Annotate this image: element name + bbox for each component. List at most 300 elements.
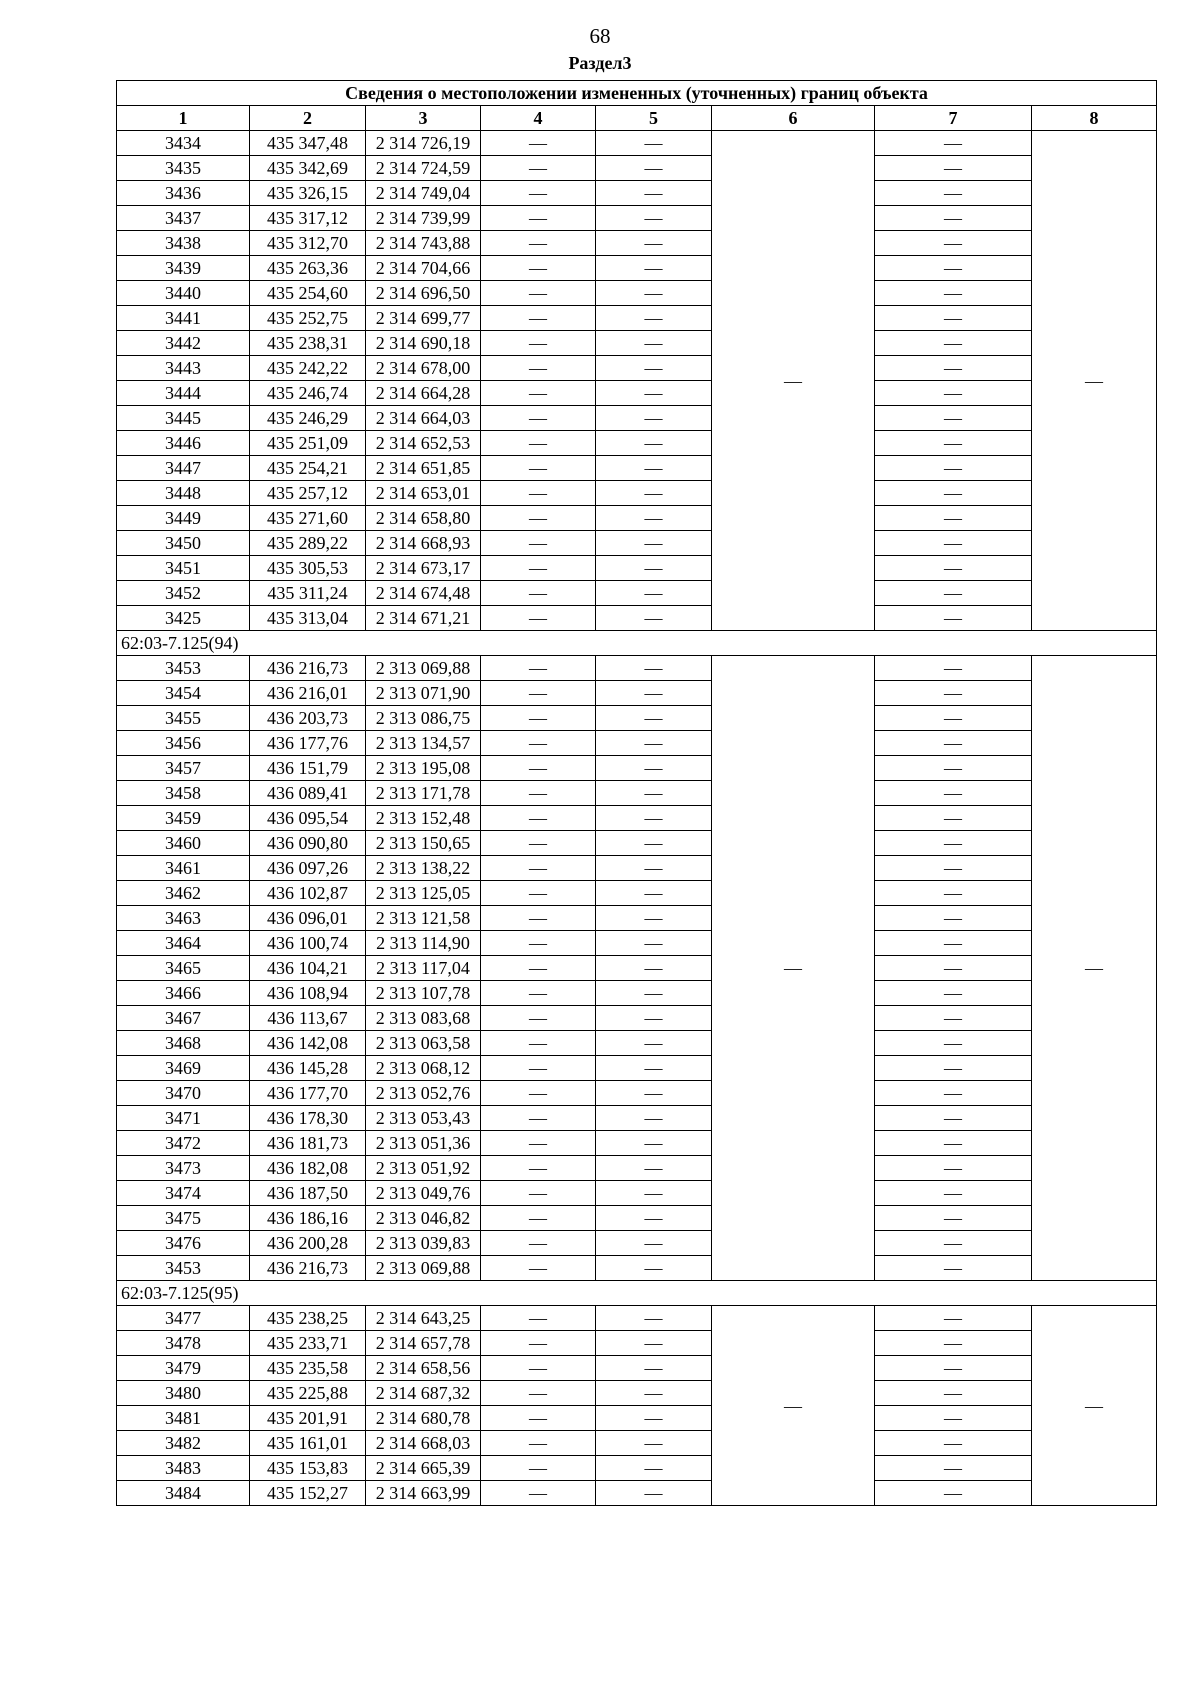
- dash-cell: —: [481, 306, 596, 331]
- group-label-row: [117, 1281, 1157, 1306]
- dash-cell: —: [596, 331, 712, 356]
- coordinate-y: 2 314 665,39: [366, 1456, 481, 1481]
- table-row: [117, 1231, 1157, 1256]
- dash-cell: —: [596, 1456, 712, 1481]
- dash-cell: —: [875, 1181, 1032, 1206]
- dash-cell: —: [875, 681, 1032, 706]
- dash-cell: —: [596, 1481, 712, 1506]
- coordinate-y: 2 314 664,03: [366, 406, 481, 431]
- dash-cell: —: [481, 1206, 596, 1231]
- dash-cell: —: [481, 1431, 596, 1456]
- point-number: 3469: [117, 1056, 250, 1081]
- table-header-row: [117, 106, 1157, 131]
- dash-cell: —: [596, 1106, 712, 1131]
- dash-cell: —: [481, 281, 596, 306]
- coordinate-y: 2 314 668,93: [366, 531, 481, 556]
- table-row: [117, 831, 1157, 856]
- dash-cell: —: [481, 1356, 596, 1381]
- table-row: [117, 1181, 1157, 1206]
- dash-cell: —: [481, 506, 596, 531]
- coordinate-y: 2 314 739,99: [366, 206, 481, 231]
- dash-cell: —: [875, 506, 1032, 531]
- coordinate-y: 2 313 051,92: [366, 1156, 481, 1181]
- dash-cell: —: [596, 931, 712, 956]
- point-number: 3442: [117, 331, 250, 356]
- point-number: 3461: [117, 856, 250, 881]
- dash-cell: —: [596, 1131, 712, 1156]
- point-number: 3453: [117, 1256, 250, 1281]
- dash-cell: —: [481, 1181, 596, 1206]
- dash-cell: —: [481, 881, 596, 906]
- dash-cell: —: [596, 1156, 712, 1181]
- table-row: [117, 531, 1157, 556]
- dash-cell: —: [596, 456, 712, 481]
- table-row: [117, 1106, 1157, 1131]
- coordinate-y: 2 314 726,19: [366, 131, 481, 156]
- table-row: [117, 656, 1157, 681]
- coordinate-x: 436 216,01: [250, 681, 366, 706]
- dash-cell: —: [875, 1306, 1032, 1331]
- dash-cell: —: [596, 381, 712, 406]
- coordinate-y: 2 313 150,65: [366, 831, 481, 856]
- dash-cell: —: [596, 1406, 712, 1431]
- dash-cell: —: [481, 206, 596, 231]
- dash-cell: —: [481, 831, 596, 856]
- dash-cell: —: [481, 731, 596, 756]
- coordinate-x: 435 311,24: [250, 581, 366, 606]
- coordinate-y: 2 314 668,03: [366, 1431, 481, 1456]
- dash-cell: —: [875, 556, 1032, 581]
- point-number: 3479: [117, 1356, 250, 1381]
- point-number: 3450: [117, 531, 250, 556]
- point-number: 3444: [117, 381, 250, 406]
- coordinate-y: 2 313 107,78: [366, 981, 481, 1006]
- dash-cell: —: [596, 1081, 712, 1106]
- dash-cell: —: [481, 681, 596, 706]
- coordinate-x: 435 312,70: [250, 231, 366, 256]
- coordinate-y: 2 314 657,78: [366, 1331, 481, 1356]
- coordinate-y: 2 313 052,76: [366, 1081, 481, 1106]
- table-row: [117, 1456, 1157, 1481]
- coordinate-x: 435 153,83: [250, 1456, 366, 1481]
- merged-dash-cell: —: [1032, 1306, 1157, 1506]
- coordinate-y: 2 313 125,05: [366, 881, 481, 906]
- table-row: [117, 1306, 1157, 1331]
- coordinate-x: 435 238,31: [250, 331, 366, 356]
- coordinate-x: 436 102,87: [250, 881, 366, 906]
- table-row: [117, 1081, 1157, 1106]
- dash-cell: —: [481, 356, 596, 381]
- coordinate-x: 435 201,91: [250, 1406, 366, 1431]
- dash-cell: —: [481, 781, 596, 806]
- dash-cell: —: [481, 606, 596, 631]
- table-row: [117, 381, 1157, 406]
- dash-cell: —: [875, 1406, 1032, 1431]
- dash-cell: —: [481, 1031, 596, 1056]
- table-row: [117, 1481, 1157, 1506]
- coordinate-x: 436 108,94: [250, 981, 366, 1006]
- dash-cell: —: [875, 431, 1032, 456]
- dash-cell: —: [596, 1356, 712, 1381]
- dash-cell: —: [481, 706, 596, 731]
- table-row: [117, 256, 1157, 281]
- coordinate-y: 2 314 658,80: [366, 506, 481, 531]
- point-number: 3476: [117, 1231, 250, 1256]
- dash-cell: —: [481, 1081, 596, 1106]
- table-body: [117, 81, 1157, 1506]
- coordinate-y: 2 313 049,76: [366, 1181, 481, 1206]
- dash-cell: —: [481, 331, 596, 356]
- point-number: 3443: [117, 356, 250, 381]
- coordinate-y: 2 314 699,77: [366, 306, 481, 331]
- dash-cell: —: [481, 131, 596, 156]
- table-row: [117, 456, 1157, 481]
- point-number: 3478: [117, 1331, 250, 1356]
- table-row: [117, 431, 1157, 456]
- dash-cell: —: [875, 1131, 1032, 1156]
- point-number: 3437: [117, 206, 250, 231]
- dash-cell: —: [481, 531, 596, 556]
- column-header: 3: [366, 106, 481, 131]
- dash-cell: —: [596, 506, 712, 531]
- parcel-label: 62:03-7.125(94): [117, 631, 1157, 656]
- dash-cell: —: [875, 706, 1032, 731]
- coordinate-x: 435 246,29: [250, 406, 366, 431]
- column-header: 1: [117, 106, 250, 131]
- dash-cell: —: [875, 1156, 1032, 1181]
- dash-cell: —: [596, 1306, 712, 1331]
- point-number: 3447: [117, 456, 250, 481]
- dash-cell: —: [875, 331, 1032, 356]
- point-number: 3448: [117, 481, 250, 506]
- coordinate-y: 2 313 046,82: [366, 1206, 481, 1231]
- table-row: [117, 481, 1157, 506]
- coordinate-y: 2 313 069,88: [366, 656, 481, 681]
- point-number: 3455: [117, 706, 250, 731]
- coordinate-y: 2 313 152,48: [366, 806, 481, 831]
- dash-cell: —: [596, 656, 712, 681]
- dash-cell: —: [596, 956, 712, 981]
- table-row: [117, 731, 1157, 756]
- dash-cell: —: [481, 181, 596, 206]
- coordinate-x: 435 152,27: [250, 1481, 366, 1506]
- coordinate-x: 436 096,01: [250, 906, 366, 931]
- column-header: 4: [481, 106, 596, 131]
- dash-cell: —: [481, 431, 596, 456]
- dash-cell: —: [481, 1381, 596, 1406]
- coordinate-x: 435 289,22: [250, 531, 366, 556]
- table-row: [117, 581, 1157, 606]
- dash-cell: —: [596, 756, 712, 781]
- dash-cell: —: [481, 481, 596, 506]
- coordinate-x: 436 216,73: [250, 656, 366, 681]
- table-row: [117, 206, 1157, 231]
- dash-cell: —: [875, 731, 1032, 756]
- point-number: 3473: [117, 1156, 250, 1181]
- dash-cell: —: [875, 1081, 1032, 1106]
- coordinate-y: 2 314 643,25: [366, 1306, 481, 1331]
- coordinate-x: 435 342,69: [250, 156, 366, 181]
- coordinate-x: 436 181,73: [250, 1131, 366, 1156]
- dash-cell: —: [596, 481, 712, 506]
- table-row: [117, 181, 1157, 206]
- dash-cell: —: [596, 1256, 712, 1281]
- coordinate-y: 2 314 678,00: [366, 356, 481, 381]
- coordinate-y: 2 313 086,75: [366, 706, 481, 731]
- coordinate-x: 435 313,04: [250, 606, 366, 631]
- coordinate-y: 2 313 195,08: [366, 756, 481, 781]
- table-row: [117, 1331, 1157, 1356]
- dash-cell: —: [596, 1181, 712, 1206]
- coordinate-y: 2 313 121,58: [366, 906, 481, 931]
- table-row: [117, 706, 1157, 731]
- dash-cell: —: [875, 981, 1032, 1006]
- dash-cell: —: [481, 1131, 596, 1156]
- dash-cell: —: [875, 206, 1032, 231]
- merged-dash-cell: —: [1032, 131, 1157, 631]
- dash-cell: —: [875, 1056, 1032, 1081]
- coordinate-y: 2 314 690,18: [366, 331, 481, 356]
- dash-cell: —: [596, 406, 712, 431]
- dash-cell: —: [875, 1356, 1032, 1381]
- dash-cell: —: [481, 1231, 596, 1256]
- dash-cell: —: [596, 531, 712, 556]
- dash-cell: —: [596, 431, 712, 456]
- dash-cell: —: [481, 656, 596, 681]
- coordinate-x: 435 326,15: [250, 181, 366, 206]
- table-row: [117, 881, 1157, 906]
- coordinate-x: 436 178,30: [250, 1106, 366, 1131]
- point-number: 3454: [117, 681, 250, 706]
- dash-cell: —: [596, 1381, 712, 1406]
- dash-cell: —: [481, 1156, 596, 1181]
- point-number: 3482: [117, 1431, 250, 1456]
- coordinate-y: 2 314 724,59: [366, 156, 481, 181]
- dash-cell: —: [481, 956, 596, 981]
- point-number: 3425: [117, 606, 250, 631]
- coordinate-y: 2 314 651,85: [366, 456, 481, 481]
- merged-dash-cell: —: [712, 1306, 875, 1506]
- point-number: 3459: [117, 806, 250, 831]
- dash-cell: —: [875, 831, 1032, 856]
- coordinate-x: 436 100,74: [250, 931, 366, 956]
- dash-cell: —: [875, 1331, 1032, 1356]
- point-number: 3445: [117, 406, 250, 431]
- dash-cell: —: [481, 156, 596, 181]
- point-number: 3472: [117, 1131, 250, 1156]
- table-row: [117, 331, 1157, 356]
- point-number: 3463: [117, 906, 250, 931]
- dash-cell: —: [481, 556, 596, 581]
- point-number: 3477: [117, 1306, 250, 1331]
- dash-cell: —: [596, 1056, 712, 1081]
- dash-cell: —: [596, 1006, 712, 1031]
- dash-cell: —: [596, 1206, 712, 1231]
- dash-cell: —: [875, 181, 1032, 206]
- dash-cell: —: [596, 181, 712, 206]
- coordinate-y: 2 313 117,04: [366, 956, 481, 981]
- table-row: [117, 156, 1157, 181]
- table-row: [117, 231, 1157, 256]
- dash-cell: —: [596, 856, 712, 881]
- coordinate-x: 435 271,60: [250, 506, 366, 531]
- dash-cell: —: [481, 1331, 596, 1356]
- dash-cell: —: [875, 581, 1032, 606]
- dash-cell: —: [875, 1256, 1032, 1281]
- coordinate-x: 435 235,58: [250, 1356, 366, 1381]
- dash-cell: —: [596, 1231, 712, 1256]
- dash-cell: —: [596, 556, 712, 581]
- point-number: 3466: [117, 981, 250, 1006]
- coordinate-y: 2 314 653,01: [366, 481, 481, 506]
- dash-cell: —: [596, 306, 712, 331]
- table-row: [117, 281, 1157, 306]
- merged-dash-cell: —: [712, 656, 875, 1281]
- table-row: [117, 306, 1157, 331]
- coordinate-y: 2 314 680,78: [366, 1406, 481, 1431]
- coordinate-x: 436 113,67: [250, 1006, 366, 1031]
- table-row: [117, 981, 1157, 1006]
- coordinate-x: 436 089,41: [250, 781, 366, 806]
- dash-cell: —: [596, 1331, 712, 1356]
- dash-cell: —: [875, 781, 1032, 806]
- dash-cell: —: [875, 656, 1032, 681]
- dash-cell: —: [481, 1406, 596, 1431]
- table-row: [117, 1006, 1157, 1031]
- point-number: 3456: [117, 731, 250, 756]
- column-header: 7: [875, 106, 1032, 131]
- dash-cell: —: [875, 1106, 1032, 1131]
- merged-dash-cell: —: [712, 131, 875, 631]
- coordinate-x: 436 187,50: [250, 1181, 366, 1206]
- point-number: 3475: [117, 1206, 250, 1231]
- coordinate-y: 2 313 114,90: [366, 931, 481, 956]
- coordinate-x: 436 145,28: [250, 1056, 366, 1081]
- point-number: 3481: [117, 1406, 250, 1431]
- coordinate-x: 435 254,60: [250, 281, 366, 306]
- dash-cell: —: [481, 1056, 596, 1081]
- parcel-label: 62:03-7.125(95): [117, 1281, 1157, 1306]
- table-row: [117, 1356, 1157, 1381]
- point-number: 3446: [117, 431, 250, 456]
- point-number: 3440: [117, 281, 250, 306]
- point-number: 3458: [117, 781, 250, 806]
- group-label-row: [117, 631, 1157, 656]
- table-row: [117, 806, 1157, 831]
- dash-cell: —: [875, 806, 1032, 831]
- dash-cell: —: [875, 356, 1032, 381]
- coordinate-x: 436 095,54: [250, 806, 366, 831]
- table-row: [117, 931, 1157, 956]
- coordinate-y: 2 314 663,99: [366, 1481, 481, 1506]
- dash-cell: —: [596, 606, 712, 631]
- table-row: [117, 1206, 1157, 1231]
- dash-cell: —: [875, 231, 1032, 256]
- column-header: 5: [596, 106, 712, 131]
- table-row: [117, 781, 1157, 806]
- dash-cell: —: [481, 406, 596, 431]
- point-number: 3449: [117, 506, 250, 531]
- dash-cell: —: [481, 231, 596, 256]
- coordinate-y: 2 313 071,90: [366, 681, 481, 706]
- point-number: 3434: [117, 131, 250, 156]
- coordinate-y: 2 314 673,17: [366, 556, 481, 581]
- column-header: 6: [712, 106, 875, 131]
- dash-cell: —: [875, 1456, 1032, 1481]
- coordinate-x: 436 104,21: [250, 956, 366, 981]
- coordinate-x: 436 142,08: [250, 1031, 366, 1056]
- point-number: 3468: [117, 1031, 250, 1056]
- dash-cell: —: [596, 906, 712, 931]
- coordinate-x: 436 097,26: [250, 856, 366, 881]
- dash-cell: —: [596, 981, 712, 1006]
- dash-cell: —: [875, 931, 1032, 956]
- coordinate-x: 436 200,28: [250, 1231, 366, 1256]
- point-number: 3436: [117, 181, 250, 206]
- coordinate-y: 2 313 171,78: [366, 781, 481, 806]
- dash-cell: —: [481, 906, 596, 931]
- coordinate-y: 2 313 069,88: [366, 1256, 481, 1281]
- table-row: [117, 906, 1157, 931]
- dash-cell: —: [596, 206, 712, 231]
- dash-cell: —: [596, 231, 712, 256]
- coordinate-y: 2 314 674,48: [366, 581, 481, 606]
- point-number: 3453: [117, 656, 250, 681]
- dash-cell: —: [875, 756, 1032, 781]
- dash-cell: —: [596, 1031, 712, 1056]
- dash-cell: —: [481, 981, 596, 1006]
- table-row: [117, 1431, 1157, 1456]
- dash-cell: —: [875, 456, 1032, 481]
- table-row: [117, 956, 1157, 981]
- point-number: 3483: [117, 1456, 250, 1481]
- dash-cell: —: [875, 131, 1032, 156]
- section-title: Раздел3: [568, 53, 632, 73]
- dash-cell: —: [875, 406, 1032, 431]
- dash-cell: —: [596, 131, 712, 156]
- dash-cell: —: [596, 831, 712, 856]
- coordinate-x: 435 252,75: [250, 306, 366, 331]
- table-row: [117, 131, 1157, 156]
- coordinate-x: 436 177,70: [250, 1081, 366, 1106]
- table-row: [117, 1256, 1157, 1281]
- coordinate-y: 2 313 053,43: [366, 1106, 481, 1131]
- coordinate-x: 436 203,73: [250, 706, 366, 731]
- coordinate-x: 435 305,53: [250, 556, 366, 581]
- coordinate-y: 2 314 749,04: [366, 181, 481, 206]
- coordinate-y: 2 313 138,22: [366, 856, 481, 881]
- coordinate-y: 2 313 039,83: [366, 1231, 481, 1256]
- dash-cell: —: [875, 281, 1032, 306]
- dash-cell: —: [875, 531, 1032, 556]
- point-number: 3464: [117, 931, 250, 956]
- dash-cell: —: [596, 1431, 712, 1456]
- dash-cell: —: [875, 306, 1032, 331]
- dash-cell: —: [481, 756, 596, 781]
- coordinate-x: 435 233,71: [250, 1331, 366, 1356]
- dash-cell: —: [481, 456, 596, 481]
- table-row: [117, 756, 1157, 781]
- table-row: [117, 1381, 1157, 1406]
- point-number: 3452: [117, 581, 250, 606]
- dash-cell: —: [875, 1431, 1032, 1456]
- table-row: [117, 406, 1157, 431]
- coordinate-x: 436 182,08: [250, 1156, 366, 1181]
- table-row: [117, 681, 1157, 706]
- dash-cell: —: [596, 356, 712, 381]
- point-number: 3474: [117, 1181, 250, 1206]
- dash-cell: —: [875, 1206, 1032, 1231]
